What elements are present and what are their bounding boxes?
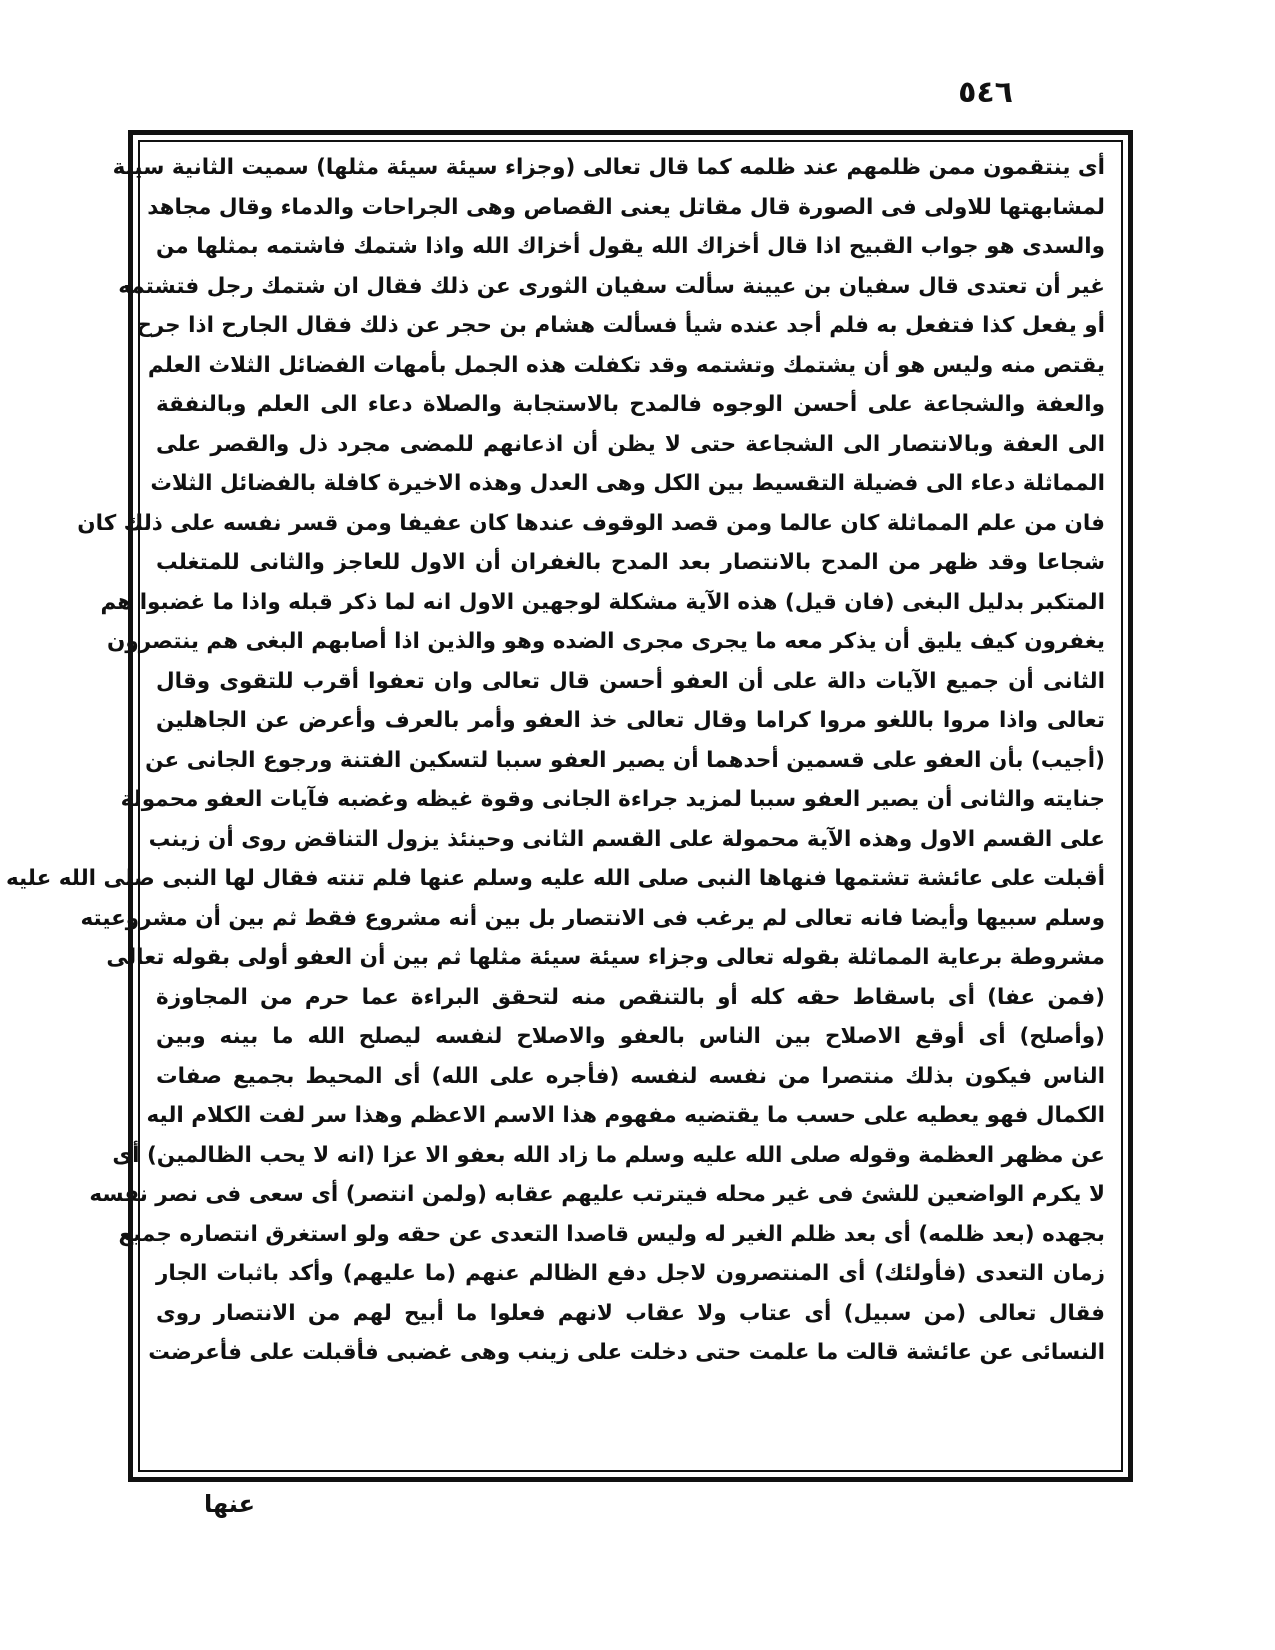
catchword: عنها [203,1490,255,1518]
text-line: النسائى عن عائشة قالت ما علمت حتى دخلت على زينب وهى غضبى فأقبلت على فأعرضت [148,1340,1105,1365]
text-line: مشروطة برعاية المماثلة بقوله تعالى وجزاء سيئة سيئة مثلها ثم بين أن العفو أولى بقوله تعالى [106,945,1105,970]
text-line: (فمن عفا) أى باسقاط حقه كله أو بالتنقص منه لتحقق البراءة عما حرم من المجاوزة [156,984,1105,1010]
text-line: والسدى هو جواب القبيح اذا قال أخزاك الله يقول أخزاك الله واذا شتمك فاشتمه بمثلها من [156,234,1105,259]
text-line: أى ينتقمون ممن ظلمهم عند ظلمه كما قال تعالى (وجزاء سيئة سيئة مثلها) سميت الثانية سيئة [112,155,1105,180]
text-line: أقبلت على عائشة تشتمها فنهاها النبى صلى الله عليه وسلم عنها فلم تنته فقال لها النبى صلى الله عليه [5,866,1105,891]
text-line: زمان التعدى (فأولئك) أى المنتصرون لاجل دفع الظالم عنهم (ما عليهم) وأكد باثبات الجار [156,1261,1105,1286]
text-line: فقال تعالى (من سبيل) أى عتاب ولا عقاب لانهم فعلوا ما أبيح لهم من الانتصار روى [156,1300,1105,1326]
text-line: والعفة والشجاعة على أحسن الوجوه فالمدح بالاستجابة والصلاة دعاء الى العلم وبالنفقة [156,392,1105,417]
text-line: شجاعا وقد ظهر من المدح بالانتصار بعد المدح بالغفران أن الاول للعاجز والثانى للمتغلب [156,550,1105,575]
text-line: أو يفعل كذا فتفعل به فلم أجد عنده شيأ فسألت هشام بن حجر عن ذلك فقال الجارح اذا جرح [136,313,1105,338]
text-line: يقتص منه وليس هو أن يشتمك وتشتمه وقد تكفلت هذه الجمل بأمهات الفضائل الثلاث العلم [147,352,1105,378]
text-line: الثانى أن جميع الآيات دالة على أن العفو أحسن قال تعالى وان تعفوا أقرب للتقوى وقال [156,668,1105,694]
text-line: (وأصلح) أى أوقع الاصلاح بين الناس بالعفو والاصلاح لنفسه ليصلح الله ما بينه وبين [156,1024,1105,1049]
text-line: الكمال فهو يعطيه على حسب ما يقتضيه مفهوم هذا الاسم الاعظم وهذا سر لفت الكلام اليه [146,1103,1105,1128]
text-line: المماثلة دعاء الى فضيلة التقسيط بين الكل وهى العدل وهذه الاخيرة كافلة بالفضائل الثلاث [150,471,1105,496]
text-line: (أجيب) بأن العفو على قسمين أحدهما أن يصير العفو سببا لتسكين الفتنة ورجوع الجانى عن [145,747,1105,773]
text-line: الى العفة وبالانتصار الى الشجاعة حتى لا يظن أن اذعانهم للمضى مجرد ذل والقصر على [156,431,1105,457]
text-line: غير أن تعتدى قال سفيان بن عيينة سألت سفيان الثورى عن ذلك فقال ان شتمك رجل فتشتمه [118,273,1105,299]
text-line: لا يكرم الواضعين للشئ فى غير محله فيترتب عليهم عقابه (ولمن انتصر) أى سعى فى نصر نفسه [89,1182,1105,1207]
text-line: وسلم سبيها وأيضا فانه تعالى لم يرغب فى الانتصار بل بين أنه مشروع فقط ثم بين أن مشروعيته [80,905,1105,931]
text-line: بجهده (بعد ظلمه) أى بعد ظلم الغير له وليس قاصدا التعدى عن حقه ولو استغرق انتصاره جميع [118,1221,1105,1247]
body-text [5,148,1105,1373]
text-frame [5,140,1123,1472]
text-line: جنايته والثانى أن يصير العفو سببا لمزيد جراءة الجانى وقوة غيظه وغضبه فآيات العفو محمولة [120,787,1105,812]
text-line: الناس فيكون بذلك منتصرا من نفسه لنفسه (فأجره على الله) أى المحيط بجميع صفات [156,1063,1105,1089]
text-line: لمشابهتها للاولى فى الصورة قال مقاتل يعنى القصاص وهى الجراحات والدماء وقال مجاهد [147,194,1105,220]
page-number: ٥٤٦ [958,75,1013,110]
text-line: فان من علم المماثلة كان عالما ومن قصد الوقوف عندها كان عفيفا ومن قسر نفسه على ذلك كان [77,510,1105,536]
text-line: تعالى واذا مروا باللغو مروا كراما وقال تعالى خذ العفو وأمر بالعرف وأعرض عن الجاهلين [156,708,1105,733]
text-line: على القسم الاول وهذه الآية محمولة على القسم الثانى وحينئذ يزول التناقض روى أن زينب [148,826,1105,852]
text-line: المتكبر بدليل البغى (فان قيل) هذه الآية مشكلة لوجهين الاول انه لما ذكر قبله واذا ما غضبوا هم [100,589,1105,615]
text-line: يغفرون كيف يليق أن يذكر معه ما يجرى مجرى الضده وهو والذين اذا أصابهم البغى هم ينتصرون [107,629,1105,654]
text-line: عن مظهر العظمة وقوله صلى الله عليه وسلم ما زاد الله بعفو الا عزا (انه لا يحب الظالمين) أى [112,1142,1105,1168]
